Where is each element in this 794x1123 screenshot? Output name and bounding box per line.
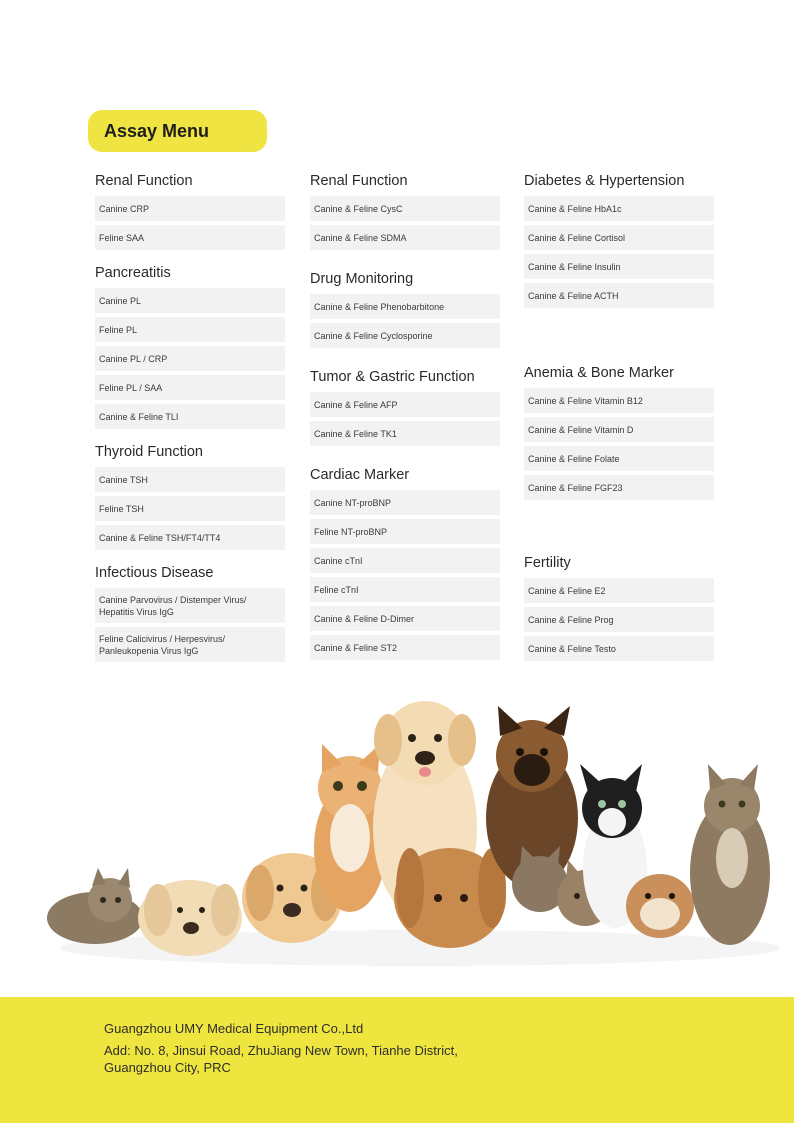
assay-column-1 — [95, 168, 285, 666]
section-title: Renal Function — [95, 173, 193, 189]
puppy-lying — [138, 880, 242, 956]
section-cardiac-marker — [310, 466, 500, 660]
section-title: Renal Function — [310, 173, 408, 189]
section-thyroid-function — [95, 443, 285, 550]
guinea-pig — [626, 874, 694, 938]
assay-item: Canine & Feline HbA1c — [524, 196, 714, 221]
assay-item: Canine & Feline Folate — [524, 446, 714, 471]
assay-item: Feline PL — [95, 317, 285, 342]
footer — [0, 997, 794, 1123]
section-tumor-gastric — [310, 368, 500, 446]
assay-item: Canine & Feline E2 — [524, 578, 714, 603]
section-title: Cardiac Marker — [310, 467, 410, 483]
assay-item: Canine PL — [95, 288, 285, 313]
assay-item: Canine & Feline Prog — [524, 607, 714, 632]
section-title: Infectious Disease — [95, 565, 214, 581]
section-title: Thyroid Function — [95, 444, 203, 460]
assay-item: Canine & Feline Vitamin D — [524, 417, 714, 442]
brown-rabbit — [394, 848, 506, 948]
assay-item: Canine & Feline Phenobarbitone — [310, 294, 500, 319]
section-renal-function-canine-feline — [95, 172, 285, 250]
assay-item: Canine & Feline ST2 — [310, 635, 500, 660]
assay-item: Feline Calicivirus / Herpesvirus/ Panleukopenia Virus IgG — [95, 627, 285, 662]
assay-item: Canine NT-proBNP — [310, 490, 500, 515]
assay-item: Canine & Feline AFP — [310, 392, 500, 417]
assay-item: Canine & Feline SDMA — [310, 225, 500, 250]
section-title: Drug Monitoring — [310, 271, 414, 287]
assay-item: Canine & Feline Testo — [524, 636, 714, 661]
assay-item: Canine PL / CRP — [95, 346, 285, 371]
assay-item: Feline PL / SAA — [95, 375, 285, 400]
section-renal-function-cysc — [310, 172, 500, 250]
section-diabetes-hypertension — [524, 172, 714, 308]
company-name: Guangzhou UMY Medical Equipment Co.,Ltd — [104, 1021, 364, 1036]
assay-item: Canine & Feline Cortisol — [524, 225, 714, 250]
section-title: Tumor & Gastric Function — [310, 369, 475, 385]
assay-item: Canine CRP — [95, 196, 285, 221]
section-title: Pancreatitis — [95, 265, 171, 281]
pets-group-image — [40, 688, 780, 978]
assay-item: Canine & Feline Vitamin B12 — [524, 388, 714, 413]
assay-item: Feline cTnI — [310, 577, 500, 602]
assay-item: Canine Parvovirus / Distemper Virus/ Hepatitis Virus IgG — [95, 588, 285, 623]
assay-item: Feline SAA — [95, 225, 285, 250]
section-title: Diabetes & Hypertension — [524, 173, 685, 189]
assay-item: Canine & Feline TLI — [95, 404, 285, 429]
assay-item: Canine & Feline FGF23 — [524, 475, 714, 500]
assay-item: Canine cTnI — [310, 548, 500, 573]
section-fertility — [524, 554, 714, 661]
assay-item: Canine & Feline ACTH — [524, 283, 714, 308]
section-drug-monitoring — [310, 270, 500, 348]
tabby-kitten-lying — [47, 868, 143, 944]
assay-item: Canine TSH — [95, 467, 285, 492]
section-title: Anemia & Bone Marker — [524, 365, 674, 381]
assay-menu-badge: Assay Menu — [88, 110, 267, 152]
assay-item: Canine & Feline Insulin — [524, 254, 714, 279]
section-anemia-bone-marker — [524, 364, 714, 500]
section-infectious-disease — [95, 564, 285, 662]
assay-item: Canine & Feline Cyclosporine — [310, 323, 500, 348]
assay-item: Feline TSH — [95, 496, 285, 521]
address-line-1: Add: No. 8, Jinsui Road, ZhuJiang New Town, Tianhe District, — [104, 1043, 458, 1058]
section-title: Fertility — [524, 555, 571, 571]
assay-item: Canine & Feline TSH/FT4/TT4 — [95, 525, 285, 550]
tabby-cat-sitting — [690, 764, 770, 945]
assay-item: Canine & Feline D-Dimer — [310, 606, 500, 631]
address-line-2: Guangzhou City, PRC — [104, 1060, 231, 1075]
assay-column-3 — [524, 168, 714, 665]
section-pancreatitis — [95, 264, 285, 429]
assay-item: Feline NT-proBNP — [310, 519, 500, 544]
assay-item: Canine & Feline CysC — [310, 196, 500, 221]
assay-column-2 — [310, 168, 500, 664]
assay-item: Canine & Feline TK1 — [310, 421, 500, 446]
